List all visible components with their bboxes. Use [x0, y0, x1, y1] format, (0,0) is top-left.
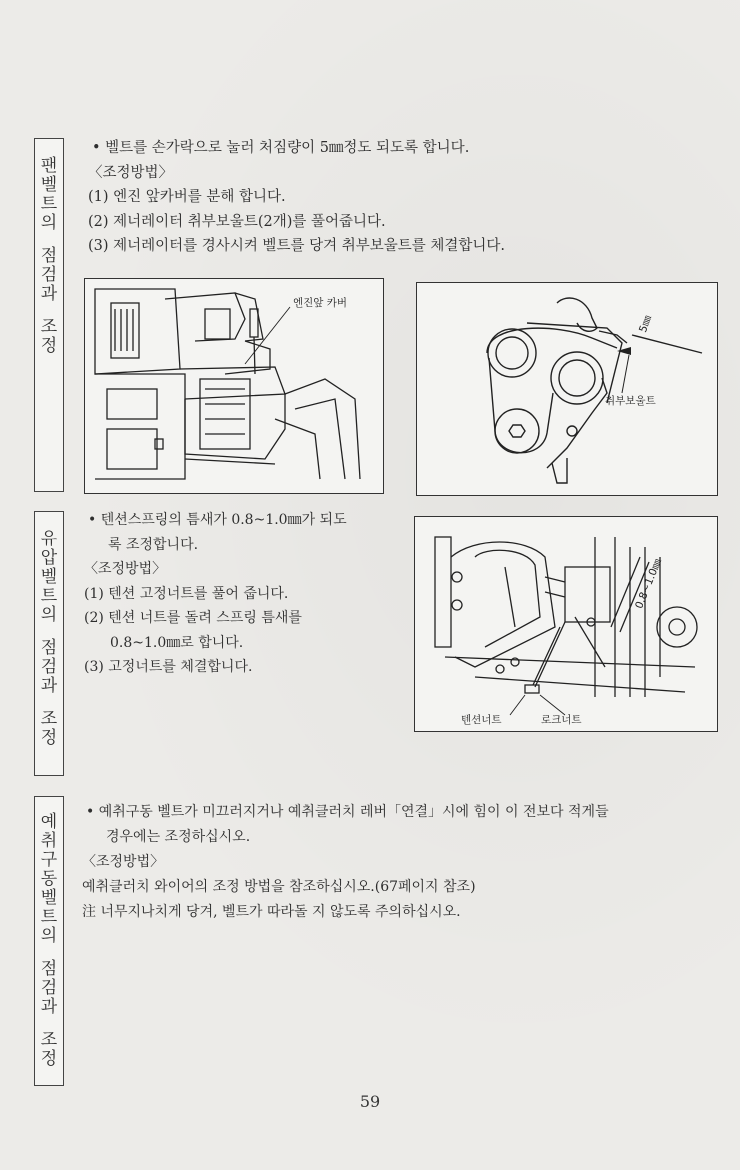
fan-belt-bullet: • 벨트를 손가락으로 눌러 처짐량이 5㎜정도 되도록 합니다. — [92, 140, 470, 156]
hydraulic-step-1: (1) 텐션 고정너트를 풀어 줍니다. — [84, 585, 289, 602]
hydraulic-method-heading: 〈조정방법〉 — [84, 561, 167, 577]
title-char: 조 — [40, 1030, 58, 1050]
title-char: 의 — [40, 605, 58, 625]
reaper-belt-text — [82, 800, 609, 925]
hydraulic-step-3: (3) 고정너트를 체결합니다. — [84, 659, 253, 675]
fan-belt-step-3: (3) 제너레이터를 경사시켜 벨트를 당겨 취부보울트를 체결합니다. — [88, 238, 505, 254]
title-char: 정 — [40, 1049, 58, 1069]
belt-deflection-figure — [416, 282, 718, 496]
title-char: 정 — [40, 728, 58, 748]
section-title-fan-belt — [34, 138, 64, 492]
title-char: 취 — [40, 831, 58, 851]
page-number: 59 — [359, 1092, 381, 1111]
title-char: 의 — [40, 213, 58, 233]
hydraulic-step-2-cont: 0.8~1.0㎜로 합니다. — [110, 634, 244, 651]
tension-spring-figure — [414, 516, 718, 732]
reaper-bullet-line2: 경우에는 조정하십시오. — [106, 829, 251, 845]
title-char: 예 — [40, 812, 58, 832]
hydraulic-bullet-line1: • 텐션스프링의 틈새가 0.8~1.0㎜가 되도 — [88, 512, 347, 528]
reaper-caution-note: 注 너무지나치게 당겨, 벨트가 따라돌 지 않도록 주의하십시오. — [82, 904, 461, 920]
tension-nut-label: 텐션너트 — [461, 714, 502, 726]
title-char: 동 — [40, 869, 58, 889]
spring-gap-label: 0.8~1.0㎜ — [633, 557, 665, 611]
engine-cover-label: 엔진앞 카버 — [293, 297, 348, 309]
title-char: 조 — [40, 709, 58, 729]
title-char: 점 — [40, 638, 58, 658]
hydraulic-step-2: (2) 텐션 너트를 돌려 스프링 틈새를 — [84, 610, 302, 626]
mounting-bolt-label: 취부보울트 — [605, 395, 656, 407]
title-char: 점 — [40, 959, 58, 979]
hydraulic-bullet-line2: 록 조정합니다. — [108, 536, 199, 553]
title-char: 의 — [40, 926, 58, 946]
title-char: 벨 — [40, 888, 58, 908]
tractor-cab-illustration — [85, 279, 383, 493]
title-char: 유 — [40, 529, 58, 549]
section-title-hydraulic-belt — [34, 511, 64, 776]
title-char: 트 — [40, 907, 58, 927]
belt-pulley-illustration — [417, 283, 717, 495]
title-char: 압 — [40, 548, 58, 568]
reaper-method-line: 예취클러치 와이어의 조정 방법을 참조하십시오.(67페이지 참조) — [82, 879, 476, 895]
title-char: 과 — [40, 997, 58, 1017]
hydraulic-belt-text — [84, 508, 347, 680]
engine-cover-figure — [84, 278, 384, 494]
title-char: 과 — [40, 676, 58, 696]
title-char: 점 — [40, 246, 58, 266]
fan-belt-step-1: (1) 엔진 앞카버를 분해 합니다. — [88, 189, 286, 205]
title-char: 팬 — [40, 156, 58, 176]
reaper-method-heading: 〈조정방법〉 — [82, 854, 165, 870]
deflection-dim-label: 5㎜ — [637, 313, 655, 335]
title-char: 검 — [40, 978, 58, 998]
section-title-reaper-belt — [34, 796, 64, 1086]
lock-nut-label: 로크너트 — [541, 714, 582, 726]
title-char: 트 — [40, 194, 58, 214]
title-char: 구 — [40, 850, 58, 870]
tension-spring-illustration — [415, 517, 717, 731]
reaper-bullet-line1: • 예취구동 벨트가 미끄러지거나 예취클러치 레버「연결」시에 힘이 이 전보다 적게들 — [86, 804, 609, 820]
title-char: 조 — [40, 317, 58, 337]
title-char: 검 — [40, 265, 58, 285]
fan-belt-step-2: (2) 제너레이터 취부보울트(2개)를 풀어줍니다. — [88, 213, 386, 230]
title-char: 검 — [40, 657, 58, 677]
title-char: 벨 — [40, 567, 58, 587]
fan-belt-method-heading: 〈조정방법〉 — [88, 164, 174, 181]
title-char: 과 — [40, 284, 58, 304]
fan-belt-text — [88, 136, 505, 259]
title-char: 트 — [40, 586, 58, 606]
title-char: 벨 — [40, 175, 58, 195]
title-char: 정 — [40, 336, 58, 356]
